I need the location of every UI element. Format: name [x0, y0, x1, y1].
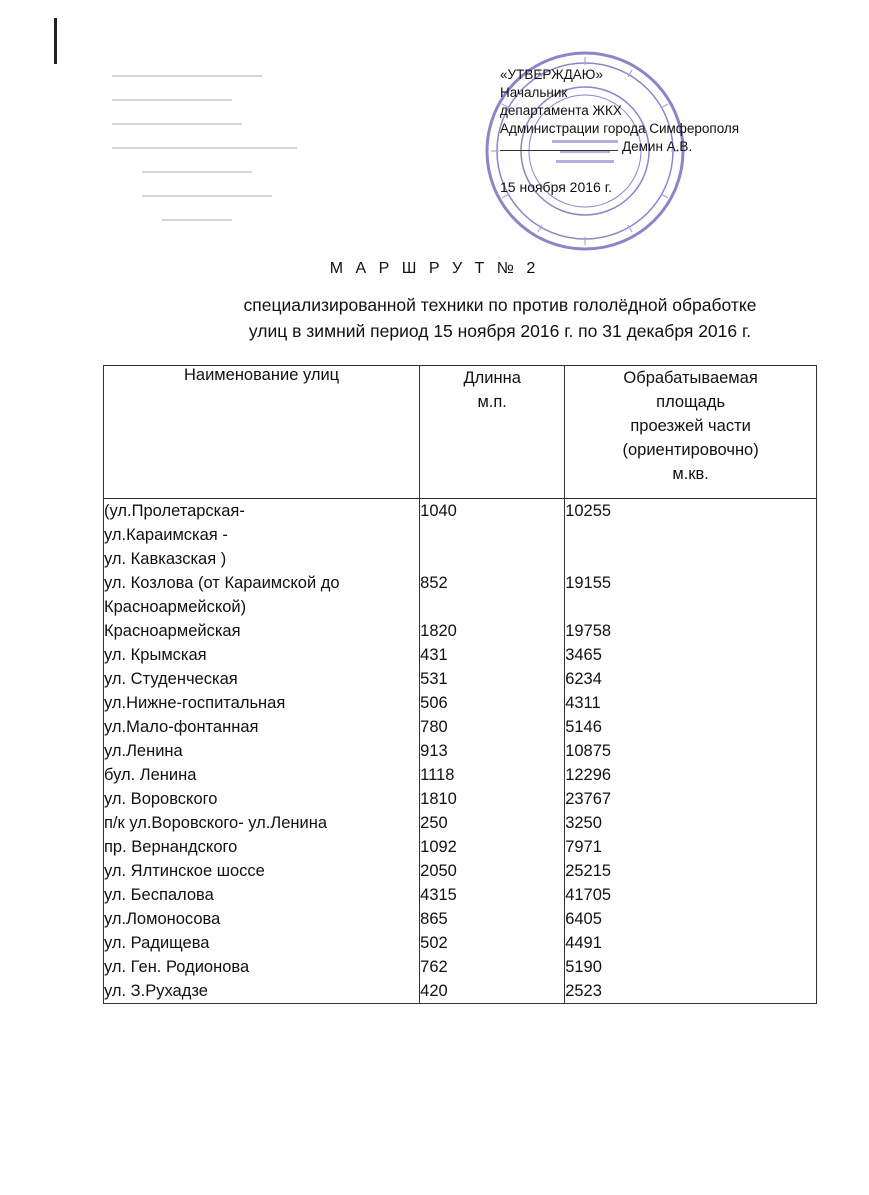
table-row-area: 6234 [565, 670, 602, 688]
header-length-line-1: Длинна [463, 369, 521, 387]
table-row-length: 1040 [420, 502, 457, 520]
bleed-through-graphic [112, 66, 302, 226]
table-row-length: 865 [420, 910, 448, 928]
table-row-length: 431 [420, 646, 448, 664]
table-data-block [104, 499, 817, 1004]
signature-underline [500, 138, 618, 151]
table-row-length: 502 [420, 934, 448, 952]
table-row-area: 10255 [565, 502, 612, 520]
subtitle-line-1: специализированной техники по против гололёдной обработке [243, 295, 757, 315]
table-row-street-name: ул. З.Рухадзе [104, 982, 208, 1000]
document-title: М А Р Ш Р У Т № 2 [329, 260, 540, 277]
approval-block [500, 66, 739, 196]
table-row-length: 1118 [420, 766, 455, 784]
areas-cell [565, 499, 817, 1004]
table-row-length: 4315 [420, 886, 457, 904]
table-row-street-name: ул. Радищева [104, 934, 210, 952]
header-area [565, 366, 817, 499]
table-row-street-name: ул. Ялтинское шоссе [104, 862, 265, 880]
approval-date: 15 ноября 2016 г. [500, 179, 612, 195]
table-row-area: 41705 [565, 886, 612, 904]
approval-position: Начальник [500, 85, 568, 100]
table-row-street-name: ул. Козлова (от Караимской до Красноармейской) [104, 574, 340, 616]
table-row-area: 5146 [565, 718, 602, 736]
table-header-row [104, 366, 817, 499]
table-row-area: 3465 [565, 646, 602, 664]
street-names-cell [104, 499, 420, 1004]
table-row-street-name: ул. Воровского [104, 790, 218, 808]
table-row-area: 19758 [565, 622, 612, 640]
table-row-area: 3250 [565, 814, 602, 832]
table-row-area: 23767 [565, 790, 612, 808]
table-row-area: 6405 [565, 910, 602, 928]
table-row-length: 852 [420, 574, 448, 592]
table-row-street-name: ул. Крымская [104, 646, 207, 664]
header-street-name [104, 366, 420, 499]
subtitle-line-2: улиц в зимний период 15 ноября 2016 г. по 31 декабря 2016 г. [248, 321, 752, 341]
table-row-street-name: ул. Беспалова [104, 886, 214, 904]
table-row-area: 2523 [565, 982, 602, 1000]
approval-heading: «УТВЕРЖДАЮ» [500, 67, 603, 82]
table-row-length: 1810 [420, 790, 457, 808]
table-row-street-name: Красноармейская [104, 622, 241, 640]
table-row-length: 762 [420, 958, 448, 976]
table-row-area: 4491 [565, 934, 602, 952]
header-length [420, 366, 565, 499]
table-row-length: 2050 [420, 862, 457, 880]
table-row-street-name: бул. Ленина [104, 766, 197, 784]
table-row-length: 1092 [420, 838, 457, 856]
table-row-street-name: пр. Вернандского [104, 838, 238, 856]
approval-department: департамента ЖКХ [500, 103, 622, 118]
header-area-line-3: проезжей части [630, 417, 751, 435]
table-row-street-name: ул.Нижне-госпитальная [104, 694, 286, 712]
document-subtitle [160, 292, 840, 344]
table-row-area: 10875 [565, 742, 612, 760]
header-area-line-2: площадь [656, 393, 726, 411]
table-row-length: 506 [420, 694, 448, 712]
table-row-area: 19155 [565, 574, 612, 592]
approval-administration: Администрации города Симферополя [500, 121, 740, 136]
table-row-length: 531 [420, 670, 448, 688]
table-row-area: 12296 [565, 766, 612, 784]
header-length-line-2: м.п. [477, 393, 507, 411]
table-row-area: 4311 [565, 694, 601, 712]
table-row-length: 250 [420, 814, 448, 832]
route-table [103, 365, 817, 1004]
approval-signature-line [500, 138, 739, 156]
table-row-street-name: ул. Ген. Родионова [104, 958, 250, 976]
approval-signatory: Демин А.В. [622, 139, 693, 154]
table-row-length: 420 [420, 982, 448, 1000]
table-row-length: 1820 [420, 622, 457, 640]
header-street-name-text: Наименование улиц [183, 366, 340, 384]
header-area-line-4: (ориентировочно) [622, 441, 759, 459]
table-row-street-name: ул.Ленина [104, 742, 183, 760]
table-row-length: 780 [420, 718, 448, 736]
table-row-length: 913 [420, 742, 448, 760]
table-row-area: 7971 [565, 838, 602, 856]
table-row-street-name: ул.Ломоносова [104, 910, 221, 928]
route-table-body [104, 499, 817, 1004]
table-row-area: 5190 [565, 958, 602, 976]
table-row-street-name: ул.Мало-фонтанная [104, 718, 259, 736]
table-row-street-name: (ул.Пролетарская- ул.Караимская - ул. Кавказская ) [104, 502, 245, 568]
table-row-street-name: п/к ул.Воровского- ул.Ленина [104, 814, 327, 832]
header-area-line-5: м.кв. [672, 465, 709, 483]
bleed-through-marks [112, 66, 302, 226]
scan-edge-mark [54, 18, 57, 64]
lengths-cell [420, 499, 565, 1004]
table-row-street-name: ул. Студенческая [104, 670, 238, 688]
header-area-line-1: Обрабатываемая [623, 369, 758, 387]
table-row-area: 25215 [565, 862, 612, 880]
